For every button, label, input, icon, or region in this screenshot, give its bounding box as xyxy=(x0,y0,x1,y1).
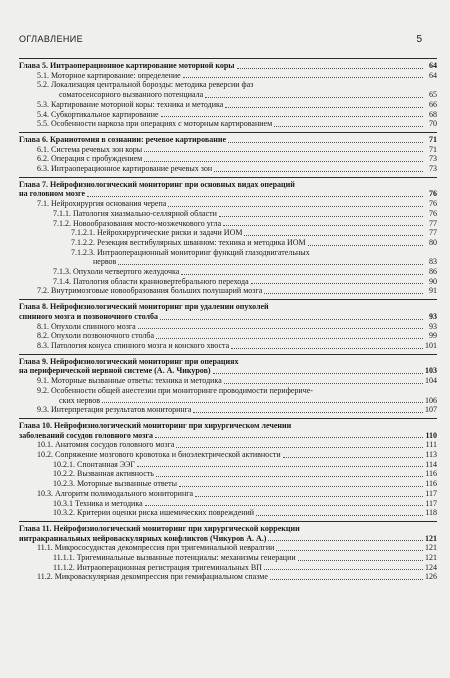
toc-page-number: 121 xyxy=(425,553,437,563)
dot-leader xyxy=(231,347,423,349)
toc-page-number: 91 xyxy=(429,286,437,296)
toc-page-number: 77 xyxy=(429,218,437,228)
toc-entry-text: 7.1.2.1. Нейрохирургические риски и задачи ИОМ xyxy=(71,228,243,238)
toc-entry-text: 7.1.1. Патология хиазмально-селлярной области xyxy=(53,208,217,218)
dot-leader xyxy=(205,96,423,98)
toc-entry[interactable] xyxy=(19,71,437,81)
dot-leader xyxy=(176,446,423,448)
toc-chapter xyxy=(19,354,437,415)
toc-entry-text: 9.2. Особенности общей анестезии при мониторинге проводимости перифериче- xyxy=(37,385,313,395)
toc-entry-text: на периферической нервной системе (А. А. Чикуров) xyxy=(19,366,211,376)
toc-entry[interactable] xyxy=(19,543,437,553)
toc-entry-text: нервов xyxy=(93,257,117,267)
toc-page-number: 73 xyxy=(429,164,437,174)
toc-entry[interactable] xyxy=(19,199,437,209)
toc-entry[interactable] xyxy=(19,460,437,470)
toc-entry-text: 8.3. Патология конуса спинного мозга и конского хвоста xyxy=(37,340,230,350)
dot-leader xyxy=(160,318,423,320)
toc-entry[interactable] xyxy=(19,553,437,563)
toc-entry-text: 7.2. Внутримозговые новообразования больших полушарий мозга xyxy=(37,286,263,296)
toc-page-number: 116 xyxy=(425,469,437,479)
toc-page-number: 99 xyxy=(429,331,437,341)
toc-page-number: 64 xyxy=(429,70,437,80)
toc-page-number: 76 xyxy=(429,208,437,218)
dot-leader xyxy=(195,495,423,497)
toc-page-number: 76 xyxy=(429,199,437,209)
dot-leader xyxy=(87,195,423,197)
toc-entry-text: 5.3. Картирование моторной коры: техника и методика xyxy=(37,99,224,109)
dot-leader xyxy=(270,578,423,580)
dot-leader xyxy=(224,382,423,384)
dot-leader xyxy=(118,263,423,265)
toc-entry[interactable] xyxy=(19,257,437,267)
toc-entry-text: 10.3. Алгоритм полимодального мониторинга xyxy=(37,488,194,498)
toc-entry[interactable] xyxy=(19,248,437,258)
toc-entry[interactable] xyxy=(19,331,437,341)
toc-chapter xyxy=(19,299,437,351)
toc-chapter xyxy=(19,132,437,174)
toc-chapter-heading[interactable] xyxy=(19,421,437,431)
toc-page-number: 116 xyxy=(425,479,437,489)
toc-entry[interactable] xyxy=(19,508,437,518)
toc-page-number: 110 xyxy=(425,430,437,440)
dot-leader xyxy=(183,76,423,78)
running-header xyxy=(19,34,422,45)
toc-entry[interactable] xyxy=(19,479,437,489)
dot-leader xyxy=(298,559,423,561)
toc-entry[interactable] xyxy=(19,376,437,386)
toc-page-number: 101 xyxy=(425,340,437,350)
toc-page-number: 73 xyxy=(429,154,437,164)
toc-page-number: 76 xyxy=(429,189,437,199)
toc-chapter-heading[interactable] xyxy=(19,135,437,145)
toc-entry[interactable] xyxy=(19,238,437,248)
toc-entry-text: соматосенсорного вызванного потенциала xyxy=(59,90,204,100)
toc-page-number: 66 xyxy=(429,99,437,109)
dot-leader xyxy=(181,273,423,275)
toc-entry[interactable] xyxy=(19,209,437,219)
toc-page-number: 104 xyxy=(425,376,437,386)
toc-entry-text: 7.1.2. Новообразования мосто-мозжечкового угла xyxy=(53,218,222,228)
toc-chapter-heading[interactable] xyxy=(19,180,437,190)
toc-entry-text: 10.2.2. Вызванная активность xyxy=(53,469,154,479)
toc-entry[interactable] xyxy=(19,341,437,351)
dot-leader xyxy=(219,215,423,217)
toc-entry[interactable] xyxy=(19,322,437,332)
toc-page-number: 71 xyxy=(429,144,437,154)
toc-page-number: 106 xyxy=(425,395,437,405)
toc-entry[interactable] xyxy=(19,228,437,238)
toc-entry-text: Глава 5. Интраоперационное картирование моторной коры xyxy=(19,61,235,70)
toc-entry-text: на головном мозге xyxy=(19,189,86,199)
toc-page-number: 126 xyxy=(425,572,437,582)
dot-leader xyxy=(225,106,423,108)
dot-leader xyxy=(283,456,423,458)
toc-page-number: 64 xyxy=(429,61,437,70)
toc-entry-text: 10.3.1 Техника и методика xyxy=(53,498,143,508)
toc-entry[interactable] xyxy=(19,110,437,120)
toc-page-number: 77 xyxy=(429,228,437,238)
page-number: 5 xyxy=(416,34,422,45)
toc-entry[interactable] xyxy=(19,489,437,499)
toc-entry[interactable] xyxy=(19,154,437,164)
toc-page-number: 111 xyxy=(425,440,437,450)
dot-leader xyxy=(223,224,423,226)
toc-entry-text: 11.1.2. Интраоперационная регистрация тригеминальных ВП xyxy=(53,562,262,572)
toc-entry[interactable] xyxy=(19,100,437,110)
toc-page-number: 71 xyxy=(429,134,437,144)
toc-page-number: 103 xyxy=(425,366,437,376)
toc-entry-text: 6.2. Операция с пробуждением xyxy=(37,154,143,164)
toc-page-number: 124 xyxy=(425,562,437,572)
toc-page-number: 70 xyxy=(429,119,437,129)
toc-chapter-heading[interactable] xyxy=(19,366,437,376)
toc-entry[interactable] xyxy=(19,145,437,155)
toc-page-number: 65 xyxy=(429,90,437,100)
toc-entry-text: 7.1.2.3. Интраоперационный мониторинг функций глазодвигательных xyxy=(71,247,310,257)
toc-page-number: 121 xyxy=(425,543,437,553)
dot-leader xyxy=(145,504,423,506)
toc-chapter xyxy=(19,521,437,582)
toc-chapter-heading[interactable] xyxy=(19,61,437,71)
toc-entry-text: 5.1. Моторное картирование: определение xyxy=(37,70,181,80)
toc-chapter-heading[interactable] xyxy=(19,189,437,199)
toc-page-number: 80 xyxy=(429,237,437,247)
toc-entry[interactable] xyxy=(19,267,437,277)
toc-entry[interactable] xyxy=(19,219,437,229)
toc-entry-text: 9.3. Интерпретация результатов мониторинга xyxy=(37,405,192,415)
dot-leader xyxy=(156,475,423,477)
dot-leader xyxy=(168,205,423,207)
toc-entry-text: спинного мозга и позвоночного столба xyxy=(19,311,159,321)
dot-leader xyxy=(228,141,423,143)
toc-entry-text: 7.1.3. Опухоли четвертого желудочка xyxy=(53,267,180,277)
toc-page-number: 68 xyxy=(429,109,437,119)
toc-page-number: 90 xyxy=(429,276,437,286)
dot-leader xyxy=(244,234,423,236)
dot-leader xyxy=(237,67,423,69)
toc-entry-text: интракраниальных нейроваскулярных конфликтов (Чикуров А. А.) xyxy=(19,533,267,543)
toc-entry-text: Глава 8. Нейрофизиологический мониторинг при удалении опухолей xyxy=(19,302,269,312)
toc-chapter-heading[interactable] xyxy=(19,302,437,312)
toc-entry-text: 8.2. Опухоли позвоночного столба xyxy=(37,331,154,341)
toc-page-number: 114 xyxy=(425,459,437,469)
dot-leader xyxy=(214,170,423,172)
toc-chapter-heading[interactable] xyxy=(19,357,437,367)
toc-entry-text: 7.1. Нейрохирургия основания черепа xyxy=(37,199,167,209)
dot-leader xyxy=(161,115,423,117)
toc-entry-text: 9.1. Моторные вызванные ответы: техника и методика xyxy=(37,376,222,386)
toc-entry-text: Глава 10. Нейрофизиологический мониторинг при хирургическом лечении xyxy=(19,420,292,430)
dot-leader xyxy=(144,150,423,152)
toc-entry-text: 7.1.2.2. Резекция вестибулярных шванном: техника и методика ИОМ xyxy=(71,237,306,247)
toc-entry-text: 11.1. Микрососудистая декомпрессия при тригеминальной невралгии xyxy=(37,543,275,553)
toc-entry-text: 8.1. Опухоли спинного мозга xyxy=(37,321,136,331)
toc-page-number: 93 xyxy=(429,321,437,331)
dot-leader xyxy=(274,125,423,127)
toc-entry[interactable] xyxy=(19,80,437,90)
toc-entry[interactable] xyxy=(19,90,437,100)
toc-page-number: 86 xyxy=(429,267,437,277)
section-title: ОГЛАВЛЕНИЕ xyxy=(19,34,84,44)
toc-entry[interactable] xyxy=(19,499,437,509)
toc-entry[interactable] xyxy=(19,396,437,406)
dot-leader xyxy=(155,436,423,438)
toc-page-number: 107 xyxy=(425,405,437,415)
toc-entry-text: 6.3. Интраоперационное картирование речевых зон xyxy=(37,164,213,174)
toc-page-number: 118 xyxy=(425,508,437,518)
toc-entry[interactable] xyxy=(19,469,437,479)
toc-page-number: 117 xyxy=(425,488,437,498)
toc-entry-text: Глава 7. Нейрофизиологический мониторинг при основных видах операций xyxy=(19,179,295,189)
dot-leader xyxy=(102,401,423,403)
toc-page-number: 113 xyxy=(425,450,437,460)
toc-entry[interactable] xyxy=(19,164,437,174)
toc-chapter-heading[interactable] xyxy=(19,431,437,441)
dot-leader xyxy=(179,485,423,487)
toc-entry[interactable] xyxy=(19,119,437,129)
toc-chapter-heading[interactable] xyxy=(19,534,437,544)
toc-entry-text: 5.5. Особенности наркоза при операциях с моторным картированием xyxy=(37,119,273,129)
toc-entry-text: 5.2. Локализация центральной борозды: методика реверсии фаз xyxy=(37,80,254,90)
table-of-contents xyxy=(19,58,437,585)
toc-entry-text: заболеваний сосудов головного мозга xyxy=(19,430,154,440)
toc-entry[interactable] xyxy=(19,440,437,450)
dot-leader xyxy=(268,539,423,541)
toc-chapter xyxy=(19,418,437,518)
toc-entry-text: 6.1. Система речевых зон коры xyxy=(37,144,143,154)
toc-entry[interactable] xyxy=(19,563,437,573)
dot-leader xyxy=(138,327,423,329)
toc-entry-text: Глава 11. Нейрофизиологический мониторинг при хирургической коррекции xyxy=(19,523,300,533)
toc-entry-text: 10.2. Сопряжение мозгового кровотока и биоэлектрической активности xyxy=(37,450,281,460)
toc-page-number: 93 xyxy=(429,311,437,321)
toc-chapter xyxy=(19,177,437,296)
toc-entry[interactable] xyxy=(19,277,437,287)
toc-entry-text: 11.2. Микроваскулярная декомпрессия при гемифациальном спазме xyxy=(37,572,268,582)
toc-page-number: 83 xyxy=(429,257,437,267)
toc-entry-text: ских нервов xyxy=(59,395,101,405)
toc-chapter xyxy=(19,58,437,129)
toc-entry-text: 10.1. Анатомия сосудов головного мозга xyxy=(37,440,175,450)
toc-entry-text: 10.2.1. Спонтанная ЭЭГ xyxy=(53,459,136,469)
dot-leader xyxy=(264,292,423,294)
dot-leader xyxy=(213,372,423,374)
dot-leader xyxy=(156,337,423,339)
dot-leader xyxy=(144,160,423,162)
toc-entry-text: 11.1.1. Тригеминальные вызванные потенциалы: механизмы генерации xyxy=(53,553,296,563)
toc-entry-text: 10.3.2. Критерии оценки риска ишемических повреждений xyxy=(53,508,255,518)
dot-leader xyxy=(264,568,423,570)
toc-entry-text: Глава 6. Краниотомия в сознании: речевое картирование xyxy=(19,134,226,144)
toc-page-number: 121 xyxy=(425,533,437,543)
toc-entry-text: 5.4. Субкортикальное картирование xyxy=(37,109,159,119)
dot-leader xyxy=(308,244,423,246)
dot-leader xyxy=(137,465,423,467)
dot-leader xyxy=(276,549,423,551)
toc-entry-text: 10.2.3. Моторные вызванные ответы xyxy=(53,479,177,489)
toc-entry[interactable] xyxy=(19,286,437,296)
dot-leader xyxy=(256,514,423,516)
toc-entry-text: Глава 9. Нейрофизиологический мониторинг при операциях xyxy=(19,356,239,366)
dot-leader xyxy=(251,282,423,284)
dot-leader xyxy=(193,411,423,413)
toc-page-number: 117 xyxy=(425,498,437,508)
toc-entry[interactable] xyxy=(19,405,437,415)
toc-entry[interactable] xyxy=(19,572,437,582)
toc-entry[interactable] xyxy=(19,386,437,396)
toc-chapter-heading[interactable] xyxy=(19,524,437,534)
toc-entry[interactable] xyxy=(19,450,437,460)
toc-chapter-heading[interactable] xyxy=(19,312,437,322)
toc-entry-text: 7.1.4. Патология области краниовертебрального перехода xyxy=(53,276,249,286)
